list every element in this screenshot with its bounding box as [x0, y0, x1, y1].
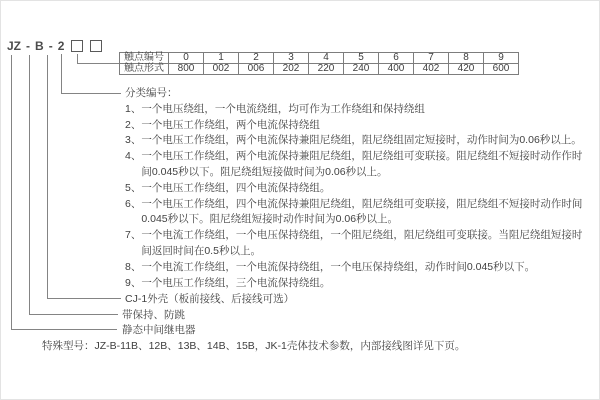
table-cell: 6 [379, 53, 414, 64]
table-cell: 402 [414, 64, 449, 75]
connector-jz-horizontal [11, 329, 117, 330]
list-item-4 [125, 149, 595, 181]
item-number: 4、 [125, 150, 142, 163]
table-cell: 600 [484, 64, 519, 75]
item-text: 一个电压工作绕组，两个电流保持兼阻尼绕组，阻尼绕组固定短接时，动作时间为0.06秒以上。 [141, 134, 582, 147]
classification-title: 分类编号： [125, 87, 178, 99]
model-hyphen: - [48, 39, 53, 53]
table-cell: 2 [239, 53, 274, 64]
connector-box2-horizontal [77, 63, 120, 64]
table-cell: 1 [204, 53, 239, 64]
table-cell: 5 [344, 53, 379, 64]
model-part-jz: JZ [7, 39, 22, 53]
model-part-b: B [35, 39, 44, 53]
connector-box2-vertical [77, 54, 78, 63]
table-header-cell: 触点编号 [120, 53, 169, 64]
list-item-7 [125, 228, 595, 260]
item-number: 8、 [125, 260, 142, 273]
table-cell: 240 [344, 64, 379, 75]
contact-form-row [120, 64, 519, 75]
item-number: 9、 [125, 276, 142, 289]
table-cell: 400 [379, 64, 414, 75]
label-hold-antipump: 带保持、防跳 [122, 309, 185, 321]
list-item-1 [125, 102, 595, 118]
connector-box1-vertical [61, 54, 62, 93]
list-item-6 [125, 197, 595, 229]
contact-table [119, 52, 519, 75]
table-cell: 220 [309, 64, 344, 75]
connector-2-horizontal [47, 298, 121, 299]
label-relay-type: 静态中间继电器 [122, 324, 196, 336]
item-number: 1、 [125, 102, 142, 115]
table-cell: 202 [274, 64, 309, 75]
item-text: 一个电流工作绕组，一个电压保持绕组，一个阻尼绕组，阻尼绕组可变联接。当阻尼绕组短接时 [141, 229, 583, 242]
item-text: 间0.045秒以下。阻尼绕组短接做时间为0.06秒以上。 [141, 165, 388, 178]
item-text: 一个电压工作绕组，三个电流保持绕组。 [141, 276, 331, 289]
model-box-contact [90, 40, 102, 52]
table-cell: 800 [169, 64, 204, 75]
connector-2-vertical [47, 55, 48, 298]
item-text: 0.045秒以下。阻尼绕组短接时动作时间为0.06秒以上。 [141, 213, 399, 226]
item-text: 一个电压工作绕组，四个电流保持兼阻尼绕组，阻尼绕组可变联接，阻尼绕组不短接时动作时间 [141, 197, 583, 210]
model-designation [7, 39, 102, 53]
connector-b-horizontal [29, 314, 118, 315]
item-text: 间返回时间在0.5秒以上。 [141, 244, 261, 257]
item-number: 6、 [125, 197, 142, 210]
list-item-5 [125, 181, 595, 197]
item-number: 2、 [125, 118, 142, 131]
label-case-type: CJ-1外壳（板前接线、后接线可选） [125, 293, 295, 305]
table-cell: 7 [414, 53, 449, 64]
list-item-8 [125, 260, 595, 276]
model-box-classification [71, 40, 83, 52]
table-cell: 8 [449, 53, 484, 64]
item-text: 一个电压绕组，一个电流绕组，均可作为工作绕组和保持绕组 [141, 102, 425, 115]
table-header-cell: 触点形式 [120, 64, 169, 75]
connector-b-vertical [29, 55, 30, 314]
connector-jz-vertical [11, 55, 12, 329]
table-cell: 3 [274, 53, 309, 64]
item-number: 5、 [125, 181, 142, 194]
contact-number-row [120, 53, 519, 64]
table-cell: 420 [449, 64, 484, 75]
item-text: 一个电压工作绕组，两个电流保持兼阻尼绕组，阻尼绕组可变联接。阻尼绕组不短接时动作作时 [141, 150, 583, 163]
special-models-note: 特殊型号：JZ-B-11B、12B、13B、14B、15B，JK-1壳体技术参数，内部接线图详见下页。 [42, 340, 466, 352]
table-cell: 002 [204, 64, 239, 75]
table-cell: 9 [484, 53, 519, 64]
item-text: 一个电压工作绕组，两个电流保持绕组 [141, 118, 320, 131]
list-item-2 [125, 118, 595, 134]
connector-box1-horizontal [61, 93, 121, 94]
model-part-2: 2 [57, 39, 65, 53]
model-hyphen: - [26, 39, 31, 53]
list-item-9 [125, 276, 595, 292]
table-cell: 006 [239, 64, 274, 75]
item-text: 一个电压工作绕组，四个电流保持绕组。 [141, 181, 331, 194]
classification-list [125, 86, 595, 291]
item-text: 一个电流工作绕组，一个电流保持绕组，一个电压保持绕组，动作时间0.045秒以下。 [141, 260, 536, 273]
list-item-3 [125, 133, 595, 149]
table-cell: 0 [169, 53, 204, 64]
item-number: 7、 [125, 229, 142, 242]
item-number: 3、 [125, 134, 142, 147]
table-cell: 4 [309, 53, 344, 64]
